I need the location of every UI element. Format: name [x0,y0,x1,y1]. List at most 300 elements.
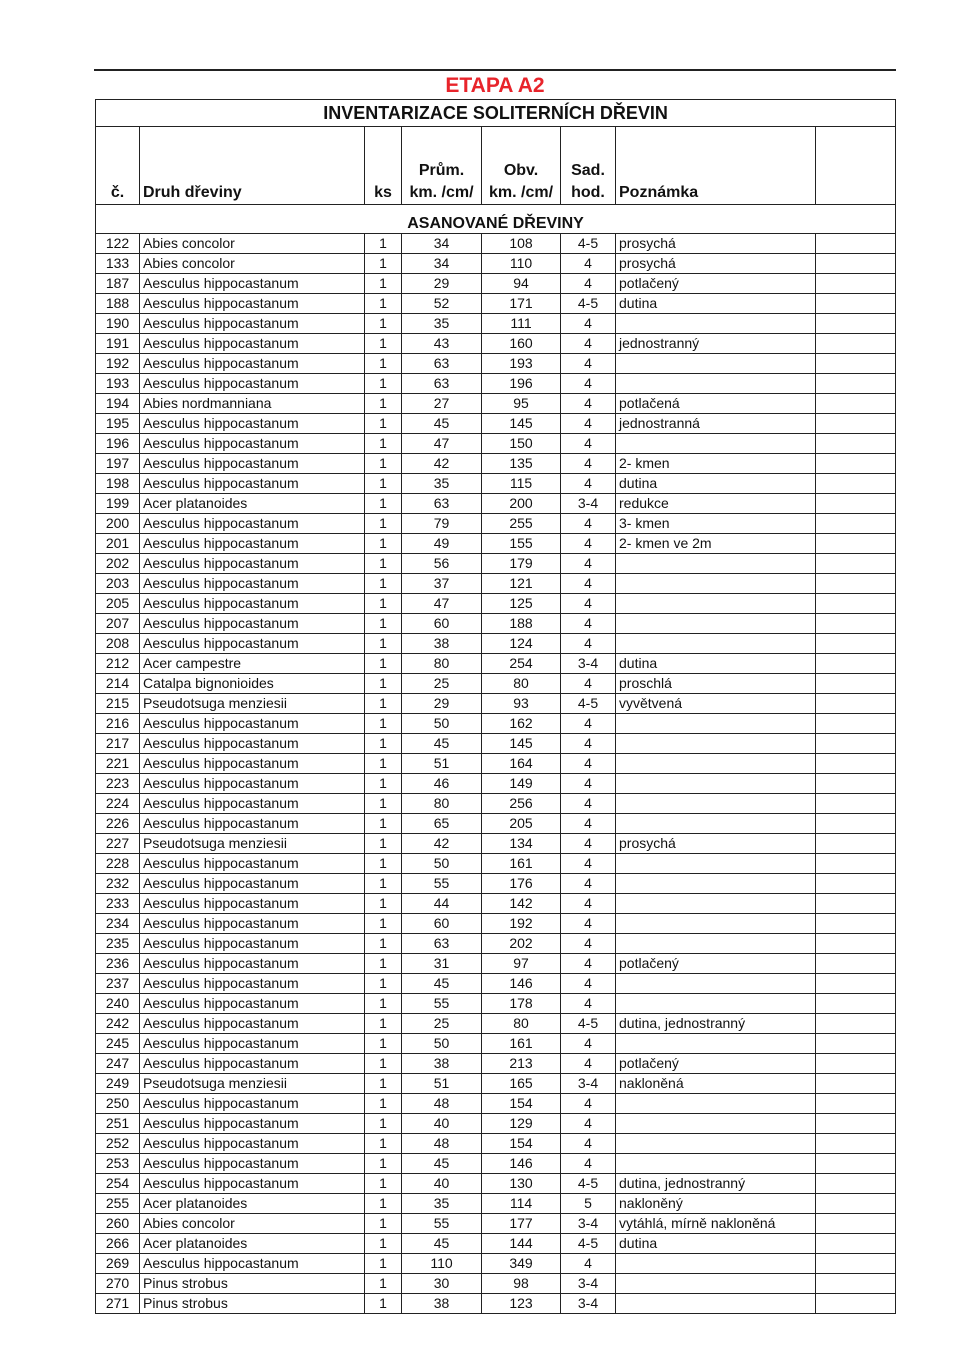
species-cell: Aesculus hippocastanum [140,1094,365,1114]
value-cell: 4 [561,394,616,414]
count-cell: 1 [365,554,402,574]
tree-number-cell: 133 [96,254,140,274]
count-cell: 1 [365,614,402,634]
col-species-header: Druh dřeviny [140,127,365,205]
tree-number-cell: 242 [96,1014,140,1034]
value-cell: 4 [561,794,616,814]
tree-number-cell: 212 [96,654,140,674]
tree-number-cell: 245 [96,1034,140,1054]
count-cell: 1 [365,934,402,954]
table-row [96,1234,896,1254]
species-cell: Acer platanoides [140,494,365,514]
table-row [96,1194,896,1214]
extra-cell [816,1154,896,1174]
circumference-cell: 108 [482,234,561,254]
note-cell [616,574,816,594]
extra-cell [816,314,896,334]
table-row [96,254,896,274]
species-cell: Aesculus hippocastanum [140,614,365,634]
diameter-cell: 34 [402,234,482,254]
extra-cell [816,794,896,814]
count-cell: 1 [365,654,402,674]
species-cell: Aesculus hippocastanum [140,274,365,294]
tree-number-cell: 192 [96,354,140,374]
tree-number-cell: 233 [96,894,140,914]
table-row [96,354,896,374]
species-cell: Aesculus hippocastanum [140,1034,365,1054]
count-cell: 1 [365,994,402,1014]
circumference-cell: 188 [482,614,561,634]
note-cell [616,314,816,334]
value-cell: 4 [561,454,616,474]
note-cell [616,874,816,894]
species-cell: Abies nordmanniana [140,394,365,414]
note-cell [616,894,816,914]
value-cell: 4 [561,1254,616,1274]
count-cell: 1 [365,634,402,654]
col-number-header: č. [96,127,140,205]
note-cell [616,434,816,454]
table-row [96,674,896,694]
diameter-cell: 63 [402,354,482,374]
diameter-cell: 63 [402,494,482,514]
count-cell: 1 [365,714,402,734]
table-row [96,314,896,334]
table-row [96,474,896,494]
diameter-cell: 51 [402,754,482,774]
count-cell: 1 [365,374,402,394]
note-cell: prosychá [616,234,816,254]
count-cell: 1 [365,1114,402,1134]
note-cell [616,1094,816,1114]
circumference-cell: 150 [482,434,561,454]
count-cell: 1 [365,514,402,534]
table-row [96,1254,896,1274]
table-row [96,294,896,314]
column-header-row [96,127,896,205]
extra-cell [816,434,896,454]
tree-number-cell: 247 [96,1054,140,1074]
col-note-header: Poznámka [616,127,816,205]
count-cell: 1 [365,314,402,334]
tree-number-cell: 208 [96,634,140,654]
note-cell: potlačený [616,1054,816,1074]
species-cell: Aesculus hippocastanum [140,354,365,374]
value-cell: 4 [561,934,616,954]
circumference-cell: 98 [482,1274,561,1294]
table-row [96,1094,896,1114]
value-cell: 4 [561,1134,616,1154]
species-cell: Aesculus hippocastanum [140,434,365,454]
count-cell: 1 [365,474,402,494]
note-cell: 3- kmen [616,514,816,534]
table-row [96,714,896,734]
species-cell: Aesculus hippocastanum [140,874,365,894]
tree-number-cell: 190 [96,314,140,334]
count-cell: 1 [365,1254,402,1274]
table-row [96,994,896,1014]
note-cell [616,774,816,794]
count-cell: 1 [365,274,402,294]
table-row [96,234,896,254]
tree-number-cell: 194 [96,394,140,414]
count-cell: 1 [365,1134,402,1154]
value-cell: 4 [561,514,616,534]
circumference-cell: 110 [482,254,561,274]
diameter-cell: 63 [402,374,482,394]
count-cell: 1 [365,874,402,894]
note-cell: potlačený [616,954,816,974]
extra-cell [816,1294,896,1314]
count-cell: 1 [365,394,402,414]
species-cell: Aesculus hippocastanum [140,1154,365,1174]
species-cell: Aesculus hippocastanum [140,1254,365,1274]
extra-cell [816,654,896,674]
circumference-cell: 196 [482,374,561,394]
value-cell: 4 [561,1054,616,1074]
tree-number-cell: 226 [96,814,140,834]
species-cell: Pseudotsuga menziesii [140,834,365,854]
col-value-header [561,127,616,205]
diameter-cell: 44 [402,894,482,914]
diameter-cell: 31 [402,954,482,974]
note-cell [616,914,816,934]
value-cell: 4 [561,914,616,934]
extra-cell [816,1174,896,1194]
species-cell: Aesculus hippocastanum [140,334,365,354]
note-cell: potlačený [616,274,816,294]
extra-cell [816,1094,896,1114]
table-row [96,554,896,574]
diameter-cell: 42 [402,454,482,474]
species-cell: Aesculus hippocastanum [140,1054,365,1074]
species-cell: Aesculus hippocastanum [140,474,365,494]
extra-cell [816,1054,896,1074]
tree-number-cell: 215 [96,694,140,714]
circumference-cell: 121 [482,574,561,594]
table-row [96,334,896,354]
species-cell: Aesculus hippocastanum [140,774,365,794]
circumference-cell: 193 [482,354,561,374]
tree-number-cell: 199 [96,494,140,514]
value-cell: 4 [561,594,616,614]
extra-cell [816,934,896,954]
note-cell [616,1114,816,1134]
count-cell: 1 [365,854,402,874]
table-row [96,434,896,454]
circumference-cell: 114 [482,1194,561,1214]
note-cell: dutina [616,1234,816,1254]
circumference-cell: 162 [482,714,561,734]
table-row [96,834,896,854]
diameter-cell: 35 [402,1194,482,1214]
diameter-cell: 47 [402,434,482,454]
table-row [96,514,896,534]
circumference-cell: 161 [482,1034,561,1054]
diameter-cell: 60 [402,914,482,934]
table-row [96,794,896,814]
table-row [96,394,896,414]
col-circumference-header-top: Obv. [503,162,539,179]
diameter-cell: 45 [402,1154,482,1174]
tree-number-cell: 235 [96,934,140,954]
value-cell: 4 [561,714,616,734]
note-cell: vytáhlá, mírně nakloněná [616,1214,816,1234]
extra-cell [816,1114,896,1134]
value-cell: 4 [561,754,616,774]
extra-cell [816,294,896,314]
circumference-cell: 164 [482,754,561,774]
table-row [96,734,896,754]
value-cell: 4-5 [561,294,616,314]
tree-number-cell: 207 [96,614,140,634]
extra-cell [816,1074,896,1094]
col-diameter-header [402,127,482,205]
diameter-cell: 38 [402,634,482,654]
value-cell: 4-5 [561,234,616,254]
tree-number-cell: 250 [96,1094,140,1114]
table-row [96,894,896,914]
value-cell: 4 [561,574,616,594]
circumference-cell: 160 [482,334,561,354]
diameter-cell: 51 [402,1074,482,1094]
tree-number-cell: 254 [96,1174,140,1194]
table-row [96,1294,896,1314]
note-cell: jednostranná [616,414,816,434]
count-cell: 1 [365,674,402,694]
species-cell: Aesculus hippocastanum [140,414,365,434]
diameter-cell: 80 [402,654,482,674]
circumference-cell: 94 [482,274,561,294]
note-cell: dutina, jednostranný [616,1174,816,1194]
count-cell: 1 [365,1154,402,1174]
tree-number-cell: 234 [96,914,140,934]
tree-number-cell: 240 [96,994,140,1014]
species-cell: Aesculus hippocastanum [140,1174,365,1194]
tree-number-cell: 202 [96,554,140,574]
species-cell: Aesculus hippocastanum [140,534,365,554]
diameter-cell: 38 [402,1054,482,1074]
extra-cell [816,354,896,374]
table-row [96,1214,896,1234]
diameter-cell: 45 [402,734,482,754]
value-cell: 4 [561,854,616,874]
circumference-cell: 256 [482,794,561,814]
table-row [96,694,896,714]
species-cell: Aesculus hippocastanum [140,574,365,594]
count-cell: 1 [365,1034,402,1054]
value-cell: 4 [561,674,616,694]
circumference-cell: 146 [482,1154,561,1174]
tree-number-cell: 270 [96,1274,140,1294]
circumference-cell: 165 [482,1074,561,1094]
extra-cell [816,914,896,934]
note-cell: 2- kmen [616,454,816,474]
table-row [96,874,896,894]
count-cell: 1 [365,914,402,934]
note-cell: dutina, jednostranný [616,1014,816,1034]
tree-number-cell: 216 [96,714,140,734]
table-row [96,414,896,434]
table-row [96,1274,896,1294]
value-cell: 4 [561,1034,616,1054]
circumference-cell: 254 [482,654,561,674]
value-cell: 4-5 [561,1234,616,1254]
extra-cell [816,234,896,254]
value-cell: 4 [561,814,616,834]
circumference-cell: 145 [482,414,561,434]
species-cell: Aesculus hippocastanum [140,754,365,774]
diameter-cell: 43 [402,334,482,354]
species-cell: Pseudotsuga menziesii [140,694,365,714]
extra-cell [816,854,896,874]
extra-cell [816,974,896,994]
species-cell: Aesculus hippocastanum [140,814,365,834]
count-cell: 1 [365,1094,402,1114]
note-cell [616,374,816,394]
table-row [96,614,896,634]
count-cell: 1 [365,234,402,254]
extra-cell [816,1014,896,1034]
count-cell: 1 [365,534,402,554]
diameter-cell: 40 [402,1114,482,1134]
species-cell: Aesculus hippocastanum [140,734,365,754]
table-row [96,1154,896,1174]
value-cell: 4 [561,634,616,654]
species-cell: Aesculus hippocastanum [140,1014,365,1034]
table-row [96,954,896,974]
col-diameter-header-bottom: km. /cm/ [409,184,474,201]
species-cell: Aesculus hippocastanum [140,894,365,914]
circumference-cell: 176 [482,874,561,894]
tree-number-cell: 200 [96,514,140,534]
tree-number-cell: 224 [96,794,140,814]
species-cell: Aesculus hippocastanum [140,994,365,1014]
col-count-header: ks [365,127,402,205]
extra-cell [816,1254,896,1274]
col-value-header-top: Sad. [571,162,605,179]
extra-cell [816,634,896,654]
value-cell: 4 [561,774,616,794]
extra-cell [816,394,896,414]
value-cell: 4 [561,994,616,1014]
diameter-cell: 35 [402,314,482,334]
extra-cell [816,734,896,754]
tree-number-cell: 217 [96,734,140,754]
circumference-cell: 134 [482,834,561,854]
species-cell: Acer platanoides [140,1234,365,1254]
tree-number-cell: 255 [96,1194,140,1214]
value-cell: 4 [561,734,616,754]
value-cell: 4 [561,414,616,434]
circumference-cell: 205 [482,814,561,834]
count-cell: 1 [365,454,402,474]
circumference-cell: 255 [482,514,561,534]
note-cell [616,1134,816,1154]
diameter-cell: 45 [402,974,482,994]
circumference-cell: 125 [482,594,561,614]
inventory-table [95,99,896,1314]
value-cell: 4-5 [561,1014,616,1034]
species-cell: Aesculus hippocastanum [140,314,365,334]
note-cell [616,854,816,874]
tree-number-cell: 205 [96,594,140,614]
tree-number-cell: 271 [96,1294,140,1314]
note-cell [616,1254,816,1274]
value-cell: 4 [561,434,616,454]
circumference-cell: 129 [482,1114,561,1134]
col-value-header-bottom: hod. [571,184,605,201]
extra-cell [816,514,896,534]
table-row [96,1034,896,1054]
count-cell: 1 [365,1054,402,1074]
note-cell [616,614,816,634]
circumference-cell: 146 [482,974,561,994]
circumference-cell: 97 [482,954,561,974]
diameter-cell: 50 [402,854,482,874]
note-cell: vyvětvená [616,694,816,714]
note-cell [616,734,816,754]
diameter-cell: 27 [402,394,482,414]
count-cell: 1 [365,794,402,814]
species-cell: Aesculus hippocastanum [140,1134,365,1154]
circumference-cell: 178 [482,994,561,1014]
extra-cell [816,774,896,794]
circumference-cell: 135 [482,454,561,474]
diameter-cell: 63 [402,934,482,954]
circumference-cell: 200 [482,494,561,514]
table-row [96,1114,896,1134]
value-cell: 4 [561,474,616,494]
note-cell [616,714,816,734]
table-body [96,234,896,1314]
species-cell: Aesculus hippocastanum [140,954,365,974]
diameter-cell: 25 [402,1014,482,1034]
table-row [96,1174,896,1194]
species-cell: Abies concolor [140,1214,365,1234]
section-heading: ASANOVANÉ DŘEVINY [96,205,896,234]
count-cell: 1 [365,434,402,454]
extra-cell [816,834,896,854]
value-cell: 3-4 [561,494,616,514]
extra-cell [816,494,896,514]
count-cell: 1 [365,774,402,794]
note-cell [616,594,816,614]
species-cell: Aesculus hippocastanum [140,1114,365,1134]
col-diameter-header-top: Prům. [418,162,465,179]
value-cell: 4 [561,874,616,894]
note-cell [616,814,816,834]
note-cell [616,794,816,814]
extra-cell [816,614,896,634]
circumference-cell: 145 [482,734,561,754]
count-cell: 1 [365,414,402,434]
tree-number-cell: 122 [96,234,140,254]
circumference-cell: 149 [482,774,561,794]
stage-heading: ETAPA A2 [445,74,545,97]
species-cell: Aesculus hippocastanum [140,294,365,314]
note-cell: proschlá [616,674,816,694]
count-cell: 1 [365,1074,402,1094]
table-row [96,1014,896,1034]
count-cell: 1 [365,834,402,854]
value-cell: 4 [561,614,616,634]
tree-number-cell: 187 [96,274,140,294]
note-cell: dutina [616,654,816,674]
table-row [96,1054,896,1074]
section-row [96,205,896,234]
table-row [96,274,896,294]
